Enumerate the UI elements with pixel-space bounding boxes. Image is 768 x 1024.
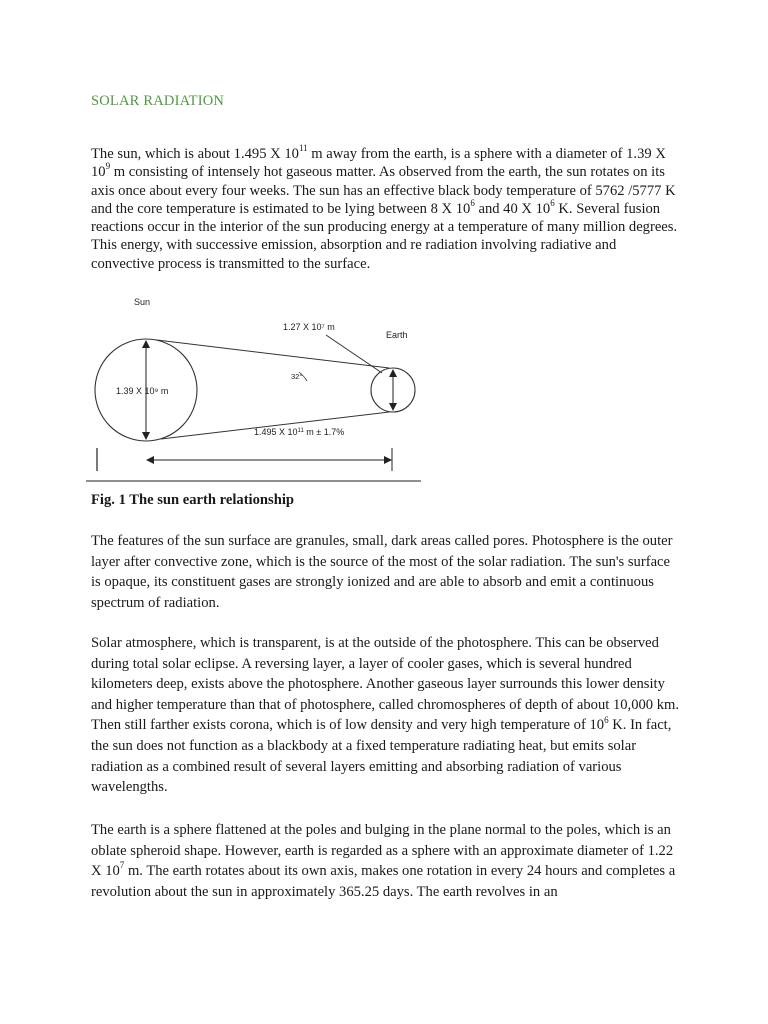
section-heading: SOLAR RADIATION xyxy=(91,93,225,109)
paragraph-solar-atmosphere: Solar atmosphere, which is transparent, is at the outside of the photosphere. This can be observed during total solar eclipse. A reversing layer, a layer of cooler gases, which is several hundred kilometers deep, exists above the photosphere. Another gaseous layer surrounds this lower density and higher temperature than that of photosphere, called chromospheres of depth of about 10,000 km. Then still farther exists corona, which is of low density and very high temperature of $10^6$ K. In fact, the sun does not function as a blackbody at a fixed temperature radiating heat, but emits solar radiation as a combined result of several layers emitting and absorbing radiation of various wavelengths. xyxy=(91,635,680,796)
leader-line xyxy=(326,335,382,373)
earth-diameter-label: 1.27 X 10⁷ m xyxy=(283,322,335,332)
paragraph-earth: The earth is a sphere flattened at the poles and bulging in the plane normal to the poles, which is an oblate spheroid shape. However, earth is regarded as a sphere with an approximate diameter of 1.22 X $10^7$ m. The earth rotates about its own axis, makes one rotation in every 24 hours and completes a revolution about the sun in approximately 365.25 days. The earth revolves in an xyxy=(91,822,676,900)
angle-label: 32° xyxy=(291,372,303,381)
sun-earth-svg xyxy=(86,288,426,488)
sun-earth-diagram xyxy=(86,288,426,488)
paragraph-sun-surface: The features of the sun surface are granules, small, dark areas called pores. Photosphere is the outer layer after convective zone, which is the source of the most of the solar radiation. The sun's surface is opaque, its constituent gases are strongly ionized and are able to absorb and emit a continuous spectrum of radiation. xyxy=(91,533,673,611)
paragraph-sun-description: The sun, which is about 1.495 X $10^{11}$ m away from the earth, is a sphere with a diameter of 1.39 X $10^9$ m consisting of intensely hot gaseous matter. As observed from the earth, the sun rotates on its axis once about every four weeks. The sun has an effective black body temperature of 5762 /5777 K and the core temperature is estimated to be lying between 8 X $10^6$ and 40 X $10^6$ K. Several fusion reactions occur in the interior of the sun producing energy at a temperature of many million degrees. This energy, with successive emission, absorption and re radiation involving radiative and convective process is transmitted to the surface. xyxy=(91,143,678,272)
sun-label: Sun xyxy=(134,297,151,307)
sun-diameter-label: 1.39 X 10⁹ m xyxy=(116,386,169,396)
distance-label: 1.495 X $10^{11}$ m ± 1.7% xyxy=(254,427,345,437)
earth-label: Earth xyxy=(386,330,408,340)
figure-caption: Fig. 1 The sun earth relationship xyxy=(91,492,294,508)
